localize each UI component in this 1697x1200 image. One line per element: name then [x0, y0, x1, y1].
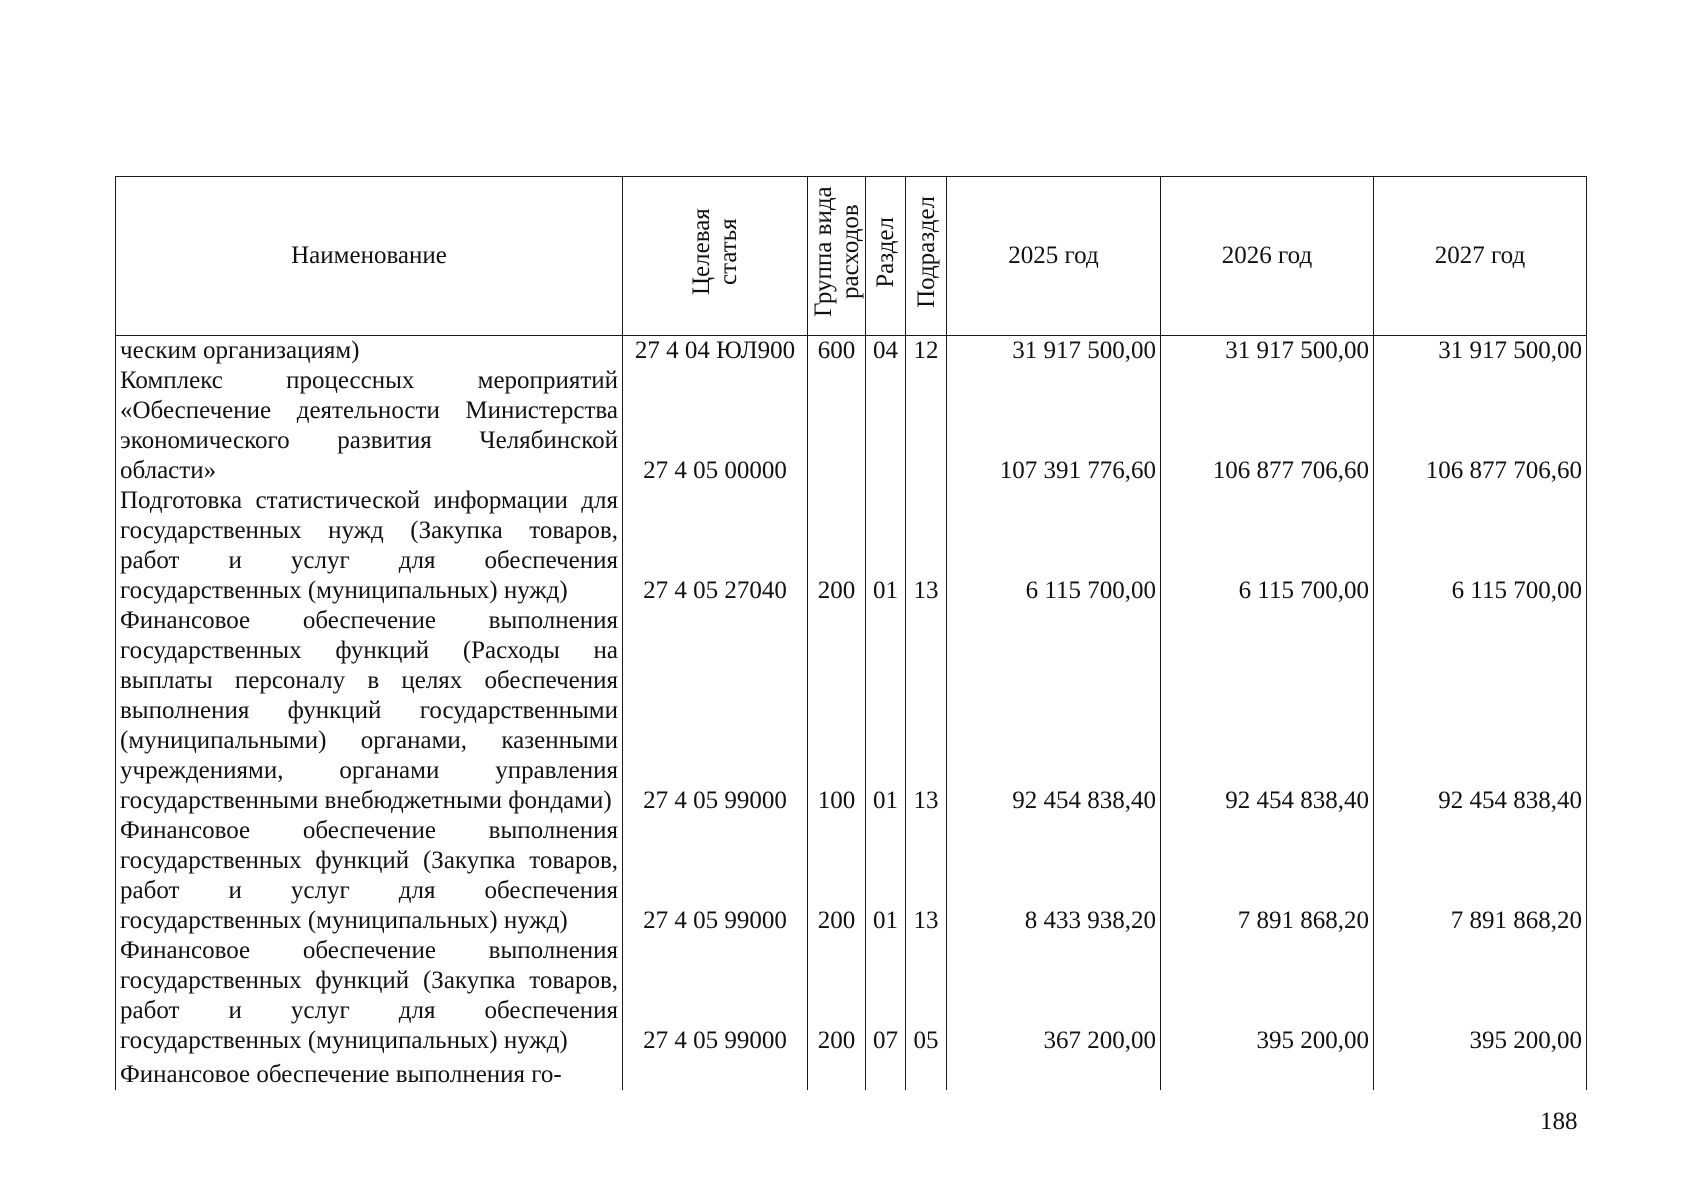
- row-section: 04: [866, 336, 906, 367]
- row-target: 27 4 05 99000: [623, 816, 808, 936]
- row-2026: 6 115 700,00: [1161, 486, 1374, 606]
- row-2027: 92 454 838,40: [1374, 606, 1587, 816]
- row-name: Финансовое обеспечение выполнения го-: [116, 1056, 623, 1090]
- budget-table: [115, 176, 1587, 1090]
- header-name: Наименование: [116, 177, 623, 336]
- table-row: [116, 1056, 1587, 1090]
- row-name: ческим организациям): [116, 336, 623, 367]
- table-row: [116, 336, 1587, 367]
- row-group: 200: [808, 816, 866, 936]
- row-subsection: 13: [906, 486, 947, 606]
- row-target: 27 4 05 99000: [623, 936, 808, 1056]
- row-2026: 106 877 706,60: [1161, 366, 1374, 486]
- row-section: [866, 1056, 906, 1090]
- header-expense-group: [808, 177, 866, 336]
- row-subsection: 05: [906, 936, 947, 1056]
- row-2025: 6 115 700,00: [947, 486, 1161, 606]
- header-2026: 2026 год: [1161, 177, 1374, 336]
- row-subsection: [906, 366, 947, 486]
- row-group: 600: [808, 336, 866, 367]
- header-2025: 2025 год: [947, 177, 1161, 336]
- row-2027: 6 115 700,00: [1374, 486, 1587, 606]
- row-name: Финансовое обеспечение выполнения государственных функций (Закупка товаров, работ и услуг для обеспечения государственных (муниципальных) нужд): [116, 816, 623, 936]
- table-row: [116, 606, 1587, 816]
- row-2027: 106 877 706,60: [1374, 366, 1587, 486]
- table-row: [116, 936, 1587, 1056]
- header-2027: 2027 год: [1374, 177, 1587, 336]
- row-group: [808, 366, 866, 486]
- table-row: [116, 816, 1587, 936]
- table-row: [116, 486, 1587, 606]
- row-section: 07: [866, 936, 906, 1056]
- header-subsection: [906, 177, 947, 336]
- row-section: 01: [866, 486, 906, 606]
- header-target: [623, 177, 808, 336]
- row-subsection: 13: [906, 816, 947, 936]
- row-2026: 31 917 500,00: [1161, 336, 1374, 367]
- row-2026: [1161, 1056, 1374, 1090]
- row-target: 27 4 05 27040: [623, 486, 808, 606]
- row-group: 200: [808, 486, 866, 606]
- row-2026: 395 200,00: [1161, 936, 1374, 1056]
- row-subsection: 13: [906, 606, 947, 816]
- row-2025: 367 200,00: [947, 936, 1161, 1056]
- row-2025: 8 433 938,20: [947, 816, 1161, 936]
- row-2025: 107 391 776,60: [947, 366, 1161, 486]
- header-section: [866, 177, 906, 336]
- row-group: [808, 1056, 866, 1090]
- row-name: Комплекс процессных мероприятий «Обеспечение деятельности Министерства экономического развития Челябинской области»: [116, 366, 623, 486]
- row-name: Подготовка статистической информации для государственных нужд (Закупка товаров, работ и услуг для обеспечения государственных (муниципальных) нужд): [116, 486, 623, 606]
- row-2027: [1374, 1056, 1587, 1090]
- header-target-label: Целевая статья: [688, 208, 742, 296]
- row-section: 01: [866, 606, 906, 816]
- row-2025: 92 454 838,40: [947, 606, 1161, 816]
- row-2027: 7 891 868,20: [1374, 816, 1587, 936]
- row-2025: [947, 1056, 1161, 1090]
- row-section: [866, 366, 906, 486]
- row-subsection: [906, 1056, 947, 1090]
- row-target: 27 4 05 00000: [623, 366, 808, 486]
- table-header-row: [116, 177, 1587, 336]
- row-2026: 7 891 868,20: [1161, 816, 1374, 936]
- row-target: 27 4 05 99000: [623, 606, 808, 816]
- budget-table-container: [115, 176, 1586, 1091]
- row-section: 01: [866, 816, 906, 936]
- row-2027: 31 917 500,00: [1374, 336, 1587, 367]
- row-2027: 395 200,00: [1374, 936, 1587, 1056]
- row-group: 100: [808, 606, 866, 816]
- header-expense-group-label: Группа вида расходов: [809, 186, 864, 318]
- row-target: 27 4 04 ЮЛ900: [623, 336, 808, 367]
- header-section-label: Раздел: [872, 216, 899, 288]
- page-number: 188: [1540, 1108, 1578, 1135]
- row-name: Финансовое обеспечение выполнения государственных функций (Закупка товаров, работ и услуг для обеспечения государственных (муниципальных) нужд): [116, 936, 623, 1056]
- row-subsection: 12: [906, 336, 947, 367]
- row-group: 200: [808, 936, 866, 1056]
- row-target: [623, 1056, 808, 1090]
- header-subsection-label: Подраздел: [912, 196, 940, 308]
- row-name: Финансовое обеспечение выполнения государственных функций (Расходы на выплаты персоналу в целях обеспечения выполнения функций государственными (муниципальными) органами, казенными учреждениями, органами управления государственными внебюджетными фондами): [116, 606, 623, 816]
- table-row: [116, 366, 1587, 486]
- row-2026: 92 454 838,40: [1161, 606, 1374, 816]
- row-2025: 31 917 500,00: [947, 336, 1161, 367]
